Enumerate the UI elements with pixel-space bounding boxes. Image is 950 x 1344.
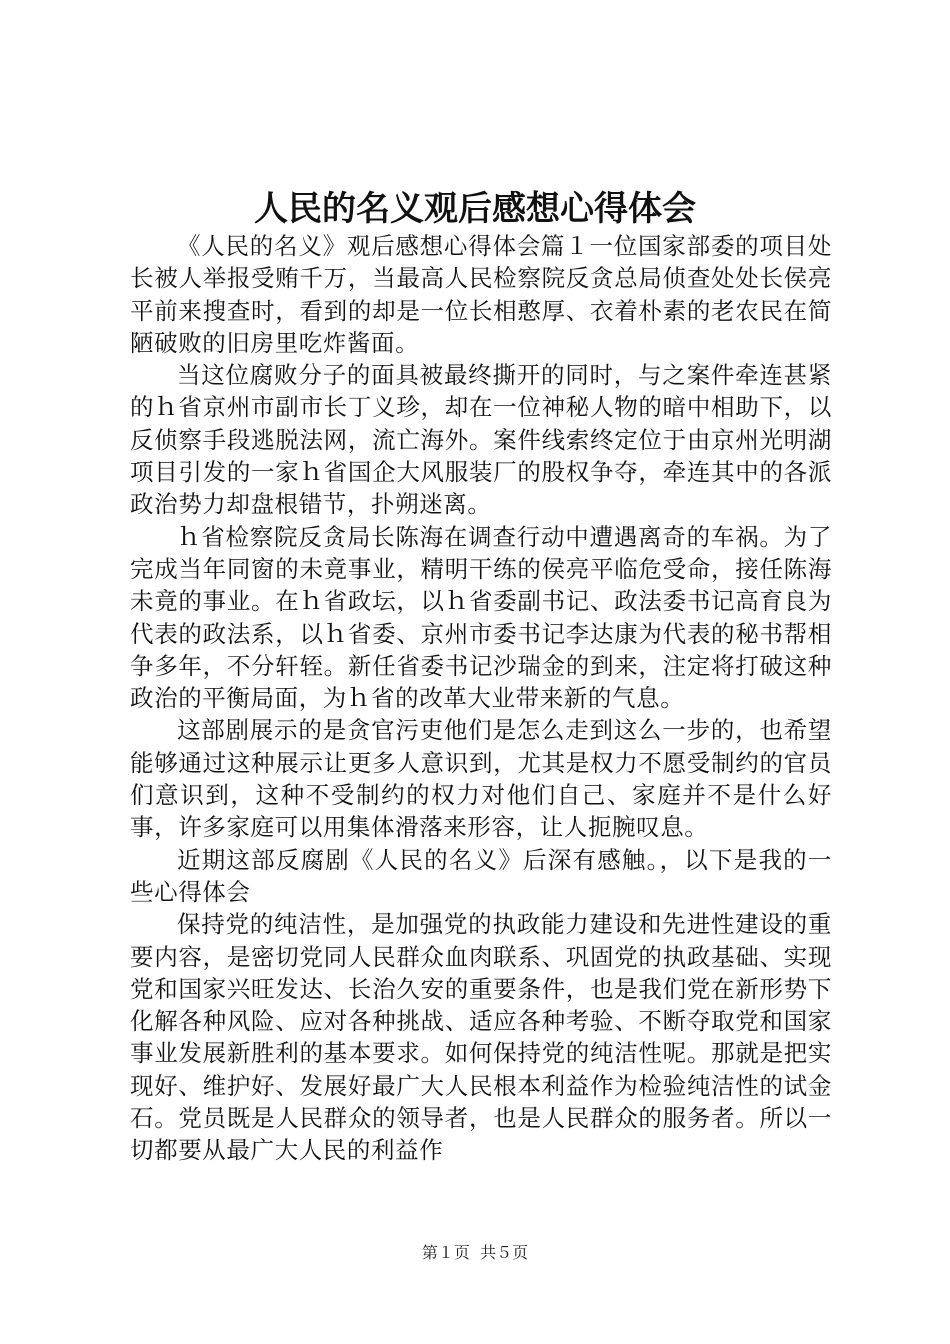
paragraph-3: ｈ省检察院反贪局长陈海在调查行动中遭遇离奇的车祸。为了完成当年同窗的未竟事业，精明干练的侯亮平临危受命，接任陈海未竟的事业。在ｈ省政坛，以ｈ省委副书记、政法委书记高育良为代表的政法系，以ｈ省委、京州市委书记李达康为代表的秘书帮相争多年，不分轩轾。新任省委书记沙瑞金的到来，注定将打破这种政治的平衡局面，为ｈ省的改革大业带来新的气息。 <box>130 522 832 713</box>
paragraph-4: 这部剧展示的是贪官污吏他们是怎么走到这么一步的，也希望能够通过这种展示让更多人意识到，尤其是权力不愿受制约的官员们意识到，这种不受制约的权力对他们自己、家庭并不是什么好事，许多家庭可以用集体滑落来形容，让人扼腕叹息。 <box>130 716 832 842</box>
document-body <box>130 230 832 1167</box>
paragraph-2: 当这位腐败分子的面具被最终撕开的同时，与之案件牵连甚紧的ｈ省京州市副市长丁义珍，却在一位神秘人物的暗中相助下，以反侦察手段逃脱法网，流亡海外。案件线索终定位于由京州光明湖项目引发的一家ｈ省国企大风服装厂的股权争夺，牵连其中的各派政治势力却盘根错节，扑朔迷离。 <box>130 361 832 519</box>
document-title: 人民的名义观后感想心得体会 <box>254 189 696 229</box>
page-footer <box>0 1242 950 1264</box>
paragraph-5: 近期这部反腐剧《人民的名义》后深有感触。，以下是我的一些心得体会 <box>130 845 832 906</box>
footer-spacer <box>470 1243 480 1262</box>
page-number: 第１页 <box>421 1243 470 1262</box>
paragraph-6: 保持党的纯洁性，是加强党的执政能力建设和先进性建设的重要内容，是密切党同人民群众血肉联系、巩固党的执政基础、实现党和国家兴旺发达、长治久安的重要条件，也是我们党在新形势下化解各种风险、应对各种挑战、适应各种考验、不断夺取党和国家事业发展新胜利的基本要求。如何保持党的纯洁性呢。那就是把实现好、维护好、发展好最广大人民根本利益作为检验纯洁性的试金石。党员既是人民群众的领导者，也是人民群众的服务者。所以一切都要从最广大人民的利益作 <box>130 910 832 1165</box>
page-total: 共５页 <box>480 1243 529 1262</box>
paragraph-1: 《人民的名义》观后感想心得体会篇１一位国家部委的项目处长被人举报受贿千万，当最高人民检察院反贪总局侦查处处长侯亮平前来搜查时，看到的却是一位长相憨厚、衣着朴素的老农民在简陋破败的旧房里吃炸酱面。 <box>130 232 832 357</box>
